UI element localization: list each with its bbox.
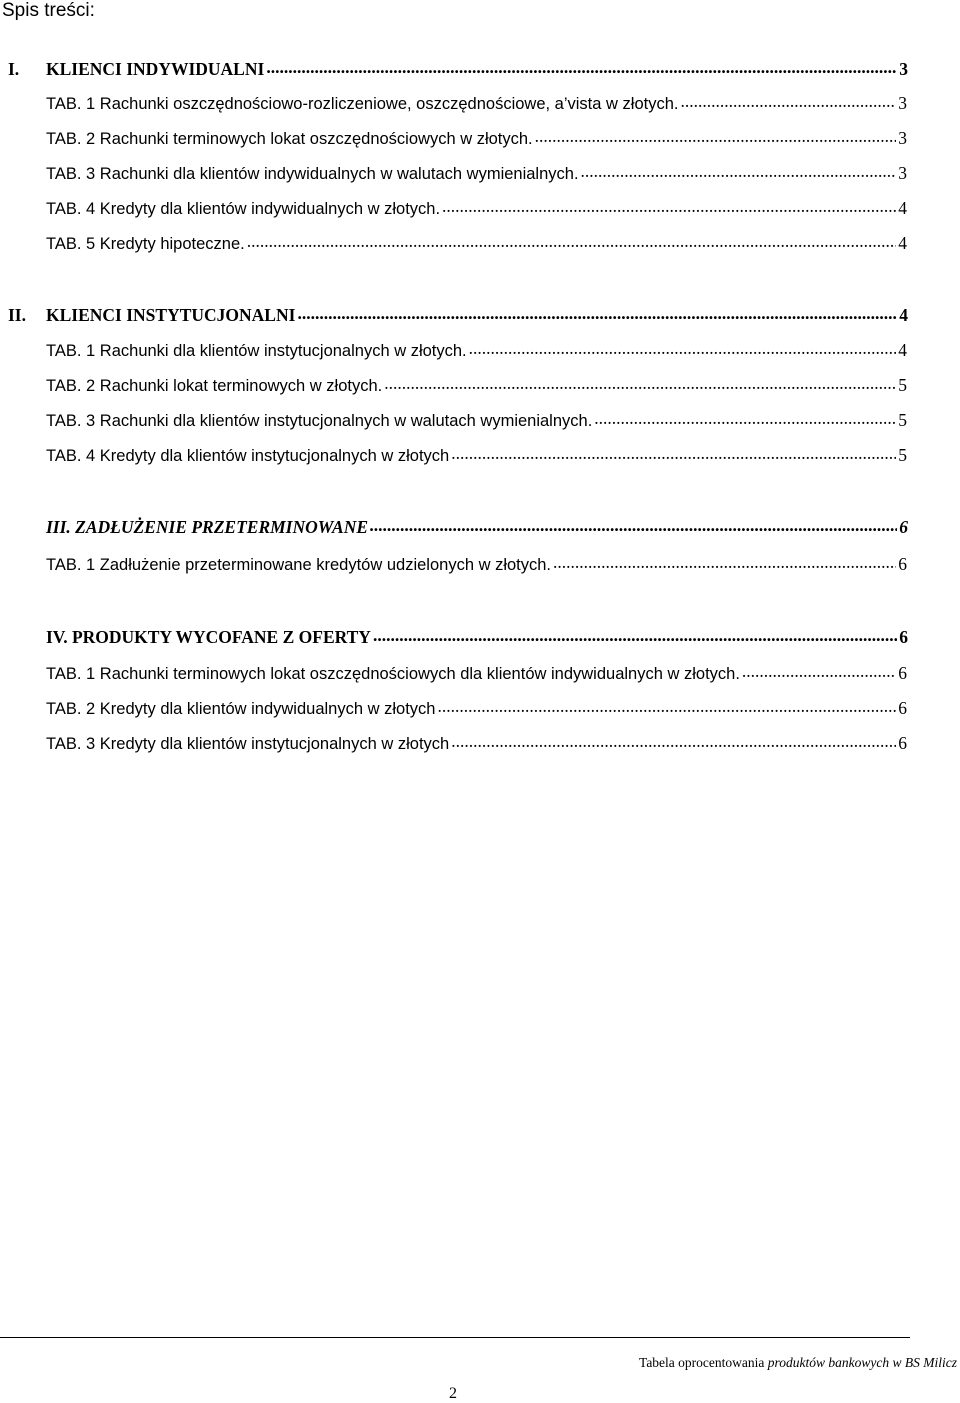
section-title: KLIENCI INSTYTUCJONALNI xyxy=(46,304,296,325)
toc-entry[interactable] xyxy=(46,696,907,720)
toc-entry-section-1[interactable] xyxy=(8,57,908,80)
dot-leader xyxy=(469,338,897,356)
page-ref: 4 xyxy=(898,339,907,360)
toc-entry[interactable] xyxy=(46,338,907,362)
section-title: III. ZADŁUŻENIE PRZETERMINOWANE xyxy=(46,516,369,537)
page-ref: 3 xyxy=(898,127,907,148)
page-ref: 4 xyxy=(899,304,908,325)
toc-entry[interactable] xyxy=(46,161,907,185)
footer-text-part-b: produktów bankowych w BS Milicz xyxy=(764,1355,957,1370)
entry-title: TAB. 1 Rachunki dla klientów instytucjonalnych w złotych. xyxy=(46,341,467,360)
page-ref: 3 xyxy=(899,58,908,79)
entry-title: TAB. 2 Kredyty dla klientów indywidualnych w złotych xyxy=(46,699,436,718)
page-ref: 6 xyxy=(898,732,907,753)
dot-leader xyxy=(373,625,897,643)
dot-leader xyxy=(437,696,896,714)
page-ref: 6 xyxy=(899,626,908,647)
entry-title: TAB. 4 Kredyty dla klientów instytucjonalnych w złotych xyxy=(46,446,450,465)
toc-entry-section-3[interactable] xyxy=(46,515,908,538)
dot-leader xyxy=(553,552,896,570)
entry-title: TAB. 3 Kredyty dla klientów instytucjonalnych w złotych xyxy=(46,734,450,753)
toc-entry[interactable] xyxy=(46,126,907,150)
page-ref: 5 xyxy=(898,409,907,430)
entry-title: TAB. 4 Kredyty dla klientów indywidualnych w złotych. xyxy=(46,199,441,218)
page-ref: 5 xyxy=(898,374,907,395)
dot-leader xyxy=(266,57,897,75)
entry-title: TAB. 2 Rachunki terminowych lokat oszczędnościowych w złotych. xyxy=(46,129,533,148)
dot-leader xyxy=(451,731,896,749)
dot-leader xyxy=(451,443,896,461)
entry-title: TAB. 3 Rachunki dla klientów instytucjonalnych w walutach wymienialnych. xyxy=(46,411,593,430)
entry-title: TAB. 1 Rachunki terminowych lokat oszczędnościowych dla klientów indywidualnych w złotych. xyxy=(46,664,740,683)
footer-divider xyxy=(0,1337,910,1338)
toc-entry[interactable] xyxy=(46,552,907,576)
toc-entry[interactable] xyxy=(46,373,907,397)
entry-title: TAB. 1 Zadłużenie przeterminowane kredytów udzielonych w złotych. xyxy=(46,555,552,574)
toc-entry-section-2[interactable] xyxy=(8,303,908,326)
page-ref: 6 xyxy=(898,662,907,683)
toc-entry[interactable] xyxy=(46,91,907,115)
entry-title: TAB. 2 Rachunki lokat terminowych w złotych. xyxy=(46,376,383,395)
page-ref: 3 xyxy=(898,162,907,183)
page-ref: 4 xyxy=(898,197,907,218)
dot-leader xyxy=(594,408,896,426)
page-ref: 3 xyxy=(898,92,907,113)
toc-entry[interactable] xyxy=(46,196,907,220)
toc-entry[interactable] xyxy=(46,661,907,685)
toc-entry-section-4[interactable] xyxy=(46,625,908,648)
dot-leader xyxy=(247,231,897,249)
page-ref: 4 xyxy=(898,232,907,253)
section-number: II. xyxy=(8,304,26,325)
footer-text-part-a: Tabela oprocentowania xyxy=(639,1355,765,1370)
toc-entry[interactable] xyxy=(46,443,907,467)
dot-leader xyxy=(384,373,896,391)
page-number: 2 xyxy=(449,1385,457,1402)
footer-text xyxy=(639,1355,957,1371)
dot-leader xyxy=(535,126,897,144)
dot-leader xyxy=(581,161,897,179)
toc-entry[interactable] xyxy=(46,408,907,432)
dot-leader xyxy=(680,91,896,109)
toc-entry[interactable] xyxy=(46,231,907,255)
entry-title: TAB. 5 Kredyty hipoteczne. xyxy=(46,234,245,253)
dot-leader xyxy=(297,303,897,321)
toc-entry[interactable] xyxy=(46,731,907,755)
page-ref: 6 xyxy=(898,553,907,574)
dot-leader xyxy=(442,196,896,214)
section-title: IV. PRODUKTY WYCOFANE Z OFERTY xyxy=(46,626,371,647)
page-ref: 6 xyxy=(899,516,908,537)
dot-leader xyxy=(742,661,896,679)
toc-title: Spis treści: xyxy=(2,0,95,21)
entry-title: TAB. 3 Rachunki dla klientów indywidualnych w walutach wymienialnych. xyxy=(46,164,579,183)
page-ref: 5 xyxy=(898,444,907,465)
section-number: I. xyxy=(8,58,20,79)
page-ref: 6 xyxy=(898,697,907,718)
dot-leader xyxy=(370,515,897,533)
entry-title: TAB. 1 Rachunki oszczędnościowo-rozliczeniowe, oszczędnościowe, a’vista w złotych. xyxy=(46,94,679,113)
section-title: KLIENCI INDYWIDUALNI xyxy=(46,58,265,79)
